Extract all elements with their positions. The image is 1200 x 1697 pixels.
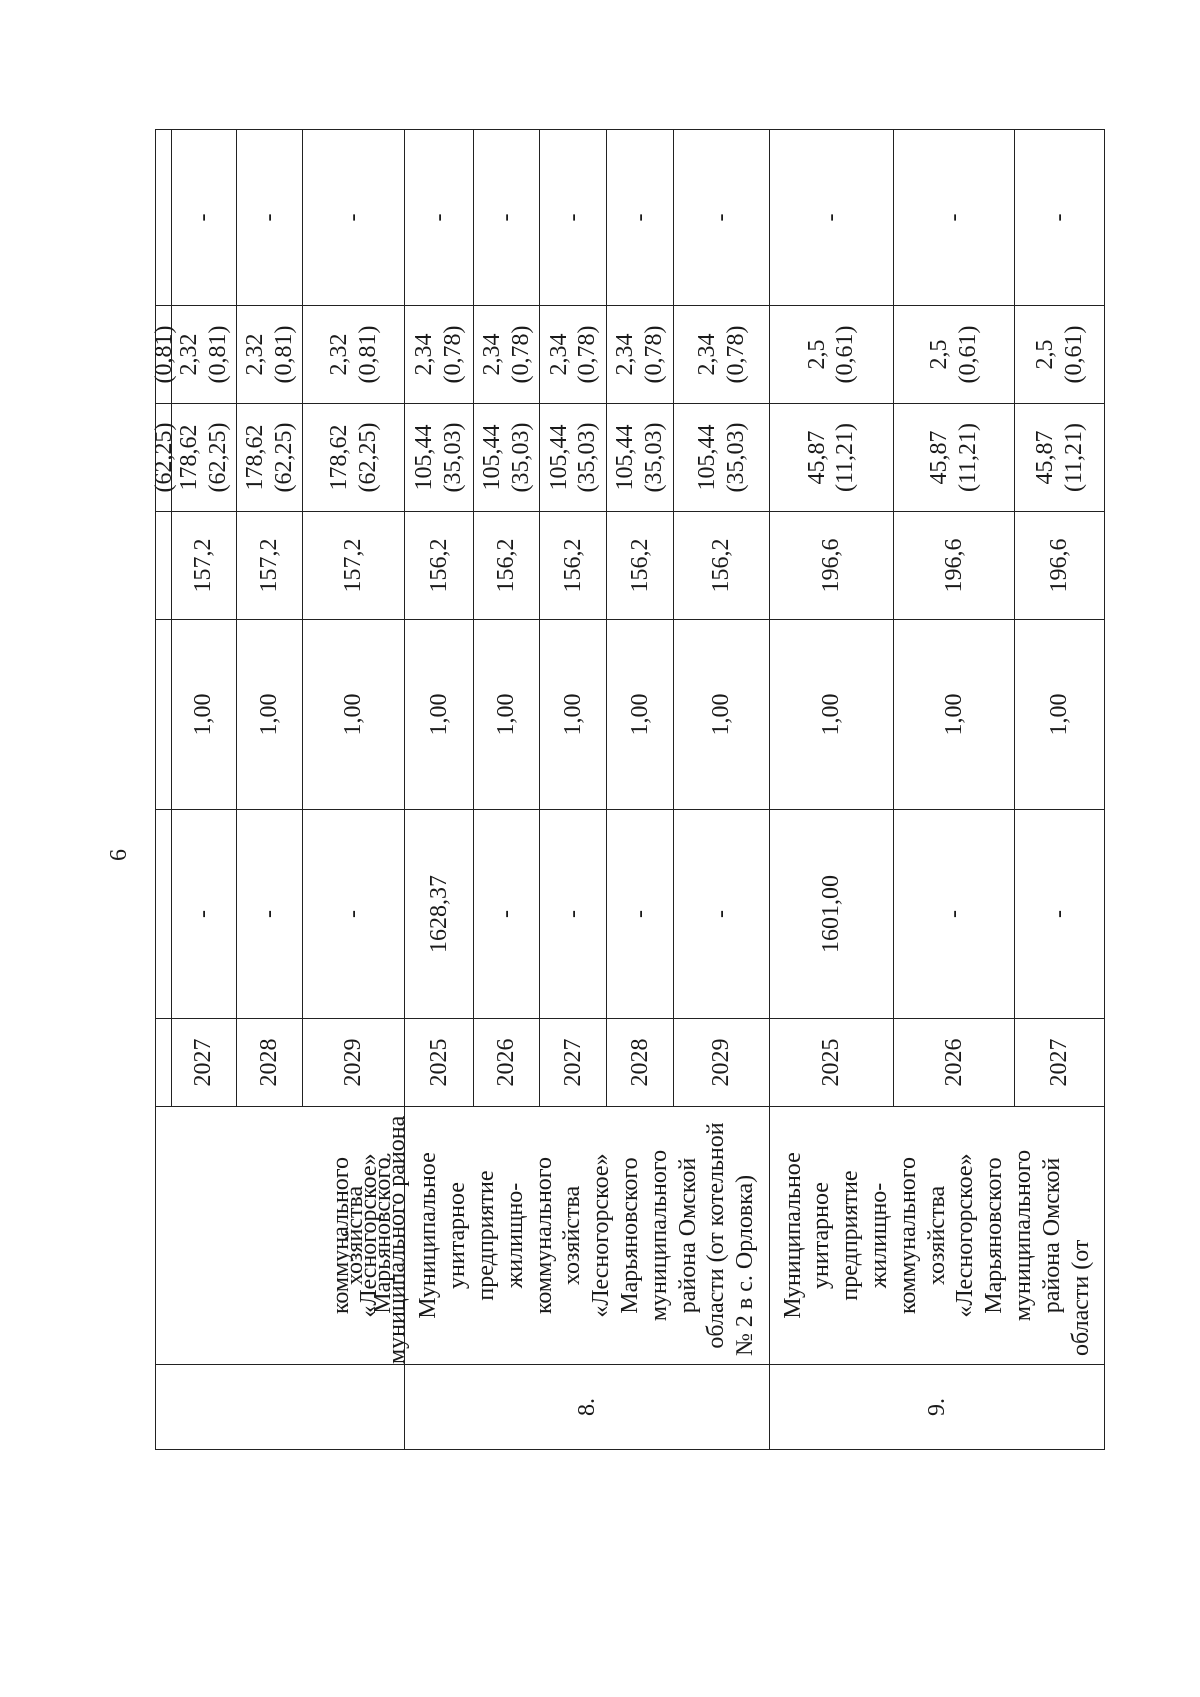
value-main: 178,62 xyxy=(175,424,202,491)
value-cell: 157,2 xyxy=(236,512,303,620)
value-paren: (35,03) xyxy=(439,422,466,493)
year-cell: 2026 xyxy=(473,1019,540,1107)
value-cell: - xyxy=(236,810,303,1019)
value-main: 45,87 xyxy=(1031,430,1058,485)
value-cell: 1628,37 xyxy=(405,810,473,1019)
value-pair-cell xyxy=(674,306,770,404)
value-pair-cell xyxy=(405,306,473,404)
value-pair-cell xyxy=(473,306,540,404)
table-top-strip xyxy=(156,130,172,1450)
value-main: 2,32 xyxy=(326,333,353,376)
value-pair-cell xyxy=(303,306,405,404)
organization-cell: Муниципальное унитарное предприятие жилищно-коммунального хозяйства «Лесногорское» Марьяновского муниципального района Омской области (от котельной № 2 в с. Орловка) xyxy=(405,1107,770,1365)
year-cell: 2027 xyxy=(540,1019,607,1107)
year-cell: 2027 xyxy=(171,1019,236,1107)
value-cell: 1601,00 xyxy=(770,810,894,1019)
value-paren: (62,25) xyxy=(270,422,297,493)
value-cell: 156,2 xyxy=(607,512,674,620)
year-cell: 2029 xyxy=(674,1019,770,1107)
strip-cell: (0,81) xyxy=(156,306,172,404)
value-pair-cell xyxy=(540,306,607,404)
row-number-cell: 9. xyxy=(770,1365,1105,1450)
table-row xyxy=(405,130,473,1450)
value-cell: - xyxy=(303,130,405,306)
value-pair-cell xyxy=(893,404,1014,512)
value-cell: - xyxy=(1015,130,1105,306)
value-cell: 156,2 xyxy=(473,512,540,620)
value-paren: (35,03) xyxy=(574,422,601,493)
value-paren: (0,78) xyxy=(507,325,534,384)
year-cell: 2028 xyxy=(236,1019,303,1107)
value-main: 105,44 xyxy=(545,424,572,491)
value-paren: (35,03) xyxy=(722,422,749,493)
value-pair-cell xyxy=(607,306,674,404)
value-pair-cell xyxy=(540,404,607,512)
value-cell: 1,00 xyxy=(236,620,303,810)
value-cell: - xyxy=(540,810,607,1019)
value-cell: 1,00 xyxy=(770,620,894,810)
value-paren: (0,61) xyxy=(832,325,859,384)
value-cell: 1,00 xyxy=(303,620,405,810)
value-cell: 157,2 xyxy=(303,512,405,620)
value-pair-cell xyxy=(770,306,894,404)
organization-cell: Муниципальное унитарное предприятие жилищно-коммунального хозяйства «Лесногорское» Марьяновского муниципального района Омской области (от xyxy=(770,1107,1105,1365)
strip-cell xyxy=(156,512,172,620)
value-pair-cell xyxy=(473,404,540,512)
value-main: 105,44 xyxy=(478,424,505,491)
page-number: 6 xyxy=(106,849,132,861)
strip-cell xyxy=(156,130,172,306)
value-main: 178,62 xyxy=(326,424,353,491)
value-paren: (0,78) xyxy=(439,325,466,384)
value-paren: (0,81) xyxy=(270,325,297,384)
value-cell: 1,00 xyxy=(607,620,674,810)
strip-cell xyxy=(156,810,172,1019)
value-cell: - xyxy=(607,810,674,1019)
value-paren: (0,81) xyxy=(354,325,381,384)
value-pair-cell xyxy=(607,404,674,512)
value-cell: - xyxy=(303,810,405,1019)
value-pair-cell xyxy=(236,306,303,404)
year-cell: 2029 xyxy=(303,1019,405,1107)
value-cell: - xyxy=(893,810,1014,1019)
value-cell: 156,2 xyxy=(405,512,473,620)
strip-cell xyxy=(156,620,172,810)
value-cell: - xyxy=(540,130,607,306)
value-pair-cell xyxy=(171,306,236,404)
value-main: 2,32 xyxy=(241,333,268,376)
value-main: 2,5 xyxy=(1031,339,1058,370)
value-pair-cell xyxy=(171,404,236,512)
table-row xyxy=(770,130,894,1450)
value-cell: 156,2 xyxy=(540,512,607,620)
value-paren: (11,21) xyxy=(1060,422,1087,493)
value-cell: 196,6 xyxy=(893,512,1014,620)
value-cell: - xyxy=(171,810,236,1019)
tariff-table xyxy=(150,129,1105,1450)
value-pair-cell xyxy=(405,404,473,512)
year-cell: 2028 xyxy=(607,1019,674,1107)
value-pair-cell xyxy=(303,404,405,512)
value-paren: (0,78) xyxy=(574,325,601,384)
value-main: 105,44 xyxy=(411,424,438,491)
value-main: 105,44 xyxy=(693,424,720,491)
value-paren: (0,78) xyxy=(641,325,668,384)
value-cell: 1,00 xyxy=(893,620,1014,810)
value-paren: (0,61) xyxy=(1060,325,1087,384)
value-main: 2,34 xyxy=(693,333,720,376)
value-cell: 1,00 xyxy=(674,620,770,810)
strip-cell: (62,25) xyxy=(156,404,172,512)
value-pair-cell xyxy=(236,404,303,512)
value-paren: (62,25) xyxy=(204,422,231,493)
value-main: 2,34 xyxy=(478,333,505,376)
value-cell: 156,2 xyxy=(674,512,770,620)
value-cell: - xyxy=(770,130,894,306)
value-cell: 196,6 xyxy=(770,512,894,620)
value-cell: - xyxy=(674,130,770,306)
value-paren: (35,03) xyxy=(641,422,668,493)
value-cell: - xyxy=(473,130,540,306)
value-cell: - xyxy=(473,810,540,1019)
value-cell: - xyxy=(893,130,1014,306)
value-paren: (0,61) xyxy=(955,325,981,384)
value-cell: - xyxy=(1015,810,1105,1019)
tariff-table-wrapper xyxy=(150,130,1105,1450)
value-main: 2,34 xyxy=(545,333,572,376)
row-number-cell: 8. xyxy=(405,1365,770,1450)
year-cell: 2027 xyxy=(1015,1019,1105,1107)
value-main: 2,34 xyxy=(612,333,639,376)
value-paren: (11,21) xyxy=(832,422,859,493)
year-cell: 2025 xyxy=(405,1019,473,1107)
value-cell: 1,00 xyxy=(540,620,607,810)
value-main: 105,44 xyxy=(612,424,639,491)
value-pair-cell xyxy=(770,404,894,512)
value-cell: 196,6 xyxy=(1015,512,1105,620)
value-paren: (62,25) xyxy=(354,422,381,493)
value-paren: (35,03) xyxy=(507,422,534,493)
value-main: 45,87 xyxy=(926,430,953,485)
value-paren: (0,78) xyxy=(722,325,749,384)
year-cell: 2025 xyxy=(770,1019,894,1107)
value-main: 45,87 xyxy=(803,430,830,485)
value-pair-cell xyxy=(674,404,770,512)
value-cell: - xyxy=(171,130,236,306)
value-cell: 1,00 xyxy=(405,620,473,810)
value-main: 2,32 xyxy=(175,333,202,376)
value-main: 178,62 xyxy=(241,424,268,491)
value-cell: 157,2 xyxy=(171,512,236,620)
value-paren: (0,81) xyxy=(204,325,231,384)
value-cell: 1,00 xyxy=(1015,620,1105,810)
year-cell: 2026 xyxy=(893,1019,1014,1107)
value-pair-cell xyxy=(893,306,1014,404)
value-main: 2,5 xyxy=(926,339,953,370)
value-cell: - xyxy=(674,810,770,1019)
strip-cell xyxy=(156,1019,172,1107)
value-paren: (11,21) xyxy=(955,422,981,493)
value-cell: - xyxy=(405,130,473,306)
value-pair-cell xyxy=(1015,306,1105,404)
organization-cell: коммунального хозяйства «Лесногорское» Марьяновского муниципального района xyxy=(156,1107,405,1365)
value-main: 2,5 xyxy=(803,339,830,370)
value-cell: - xyxy=(236,130,303,306)
value-pair-cell xyxy=(1015,404,1105,512)
row-number-cell xyxy=(156,1365,405,1450)
value-main: 2,34 xyxy=(411,333,438,376)
value-cell: 1,00 xyxy=(473,620,540,810)
value-cell: - xyxy=(607,130,674,306)
value-cell: 1,00 xyxy=(171,620,236,810)
